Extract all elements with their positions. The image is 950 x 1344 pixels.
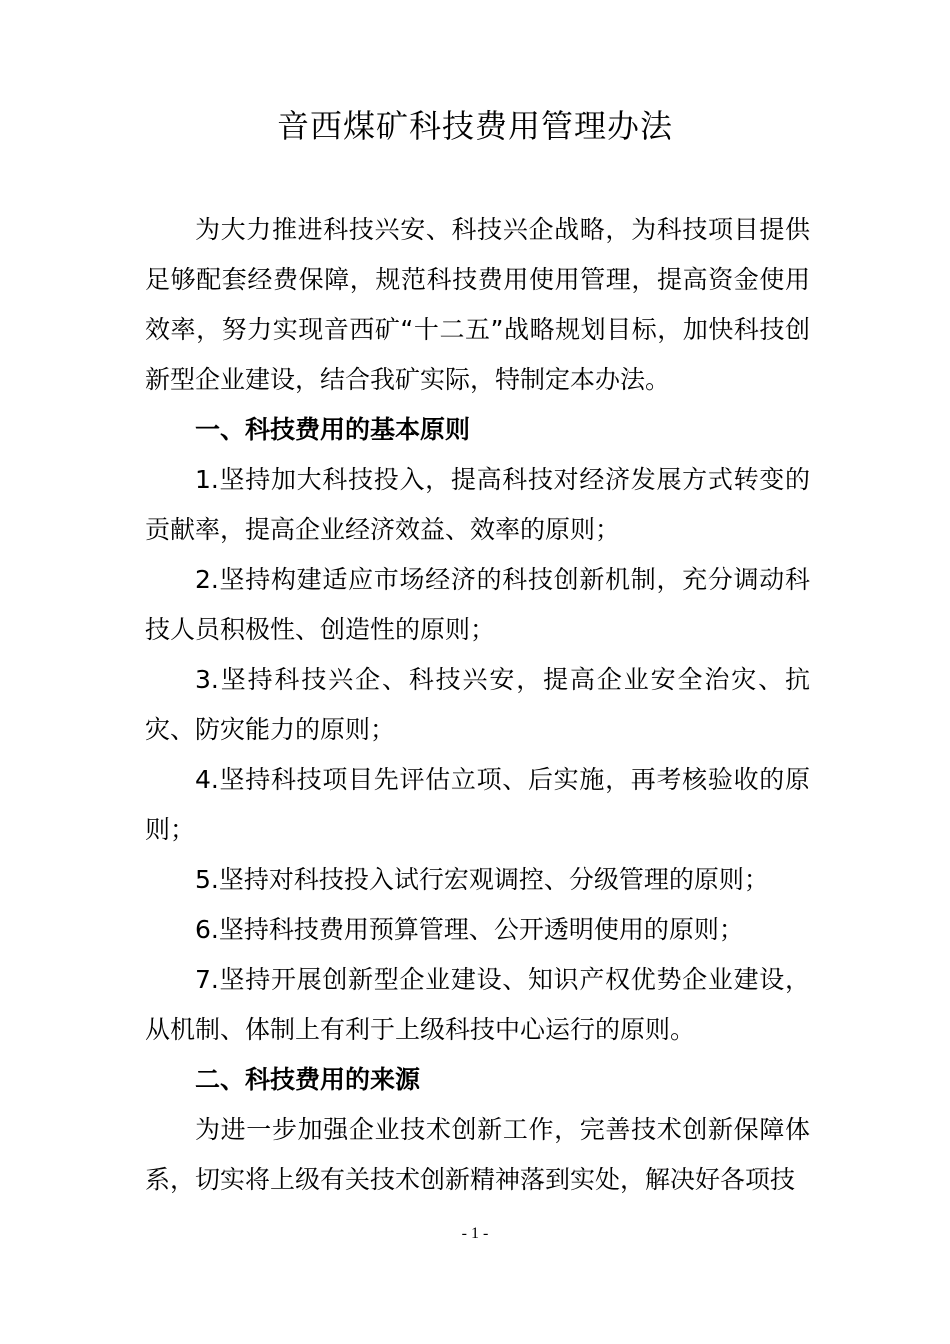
principle-item: 2.坚持构建适应市场经济的科技创新机制，充分调动科技人员积极性、创造性的原则； — [145, 565, 810, 644]
section-heading-sources: 二、科技费用的来源 — [195, 1065, 421, 1094]
page-number: - 1 - — [461, 1225, 489, 1242]
principle-item: 3.坚持科技兴企、科技兴安，提高企业安全治灾、抗灾、防灾能力的原则； — [145, 665, 810, 744]
principle-item: 6.坚持科技费用预算管理、公开透明使用的原则； — [195, 915, 744, 944]
principle-item: 1.坚持加大科技投入，提高科技对经济发展方式转变的贡献率，提高企业经济效益、效率的原则； — [145, 465, 810, 544]
section-heading-principles: 一、科技费用的基本原则 — [195, 415, 471, 444]
sources-paragraph: 为进一步加强企业技术创新工作，完善技术创新保障体系，切实将上级有关技术创新精神落到实处，解决好各项技 — [145, 1115, 810, 1194]
document-body — [145, 205, 810, 1205]
principle-item: 4.坚持科技项目先评估立项、后实施，再考核验收的原则； — [145, 765, 810, 844]
intro-paragraph: 为大力推进科技兴安、科技兴企战略，为科技项目提供足够配套经费保障，规范科技费用使用管理，提高资金使用效率，努力实现音西矿“十二五”战略规划目标，加快科技创新型企业建设，结合我矿实际，特制定本办法。 — [145, 215, 810, 394]
principle-item: 7.坚持开展创新型企业建设、知识产权优势企业建设，从机制、体制上有利于上级科技中心运行的原则。 — [145, 965, 810, 1044]
document-title: 音西煤矿科技费用管理办法 — [276, 107, 673, 145]
principle-item: 5.坚持对科技投入试行宏观调控、分级管理的原则； — [195, 865, 769, 894]
